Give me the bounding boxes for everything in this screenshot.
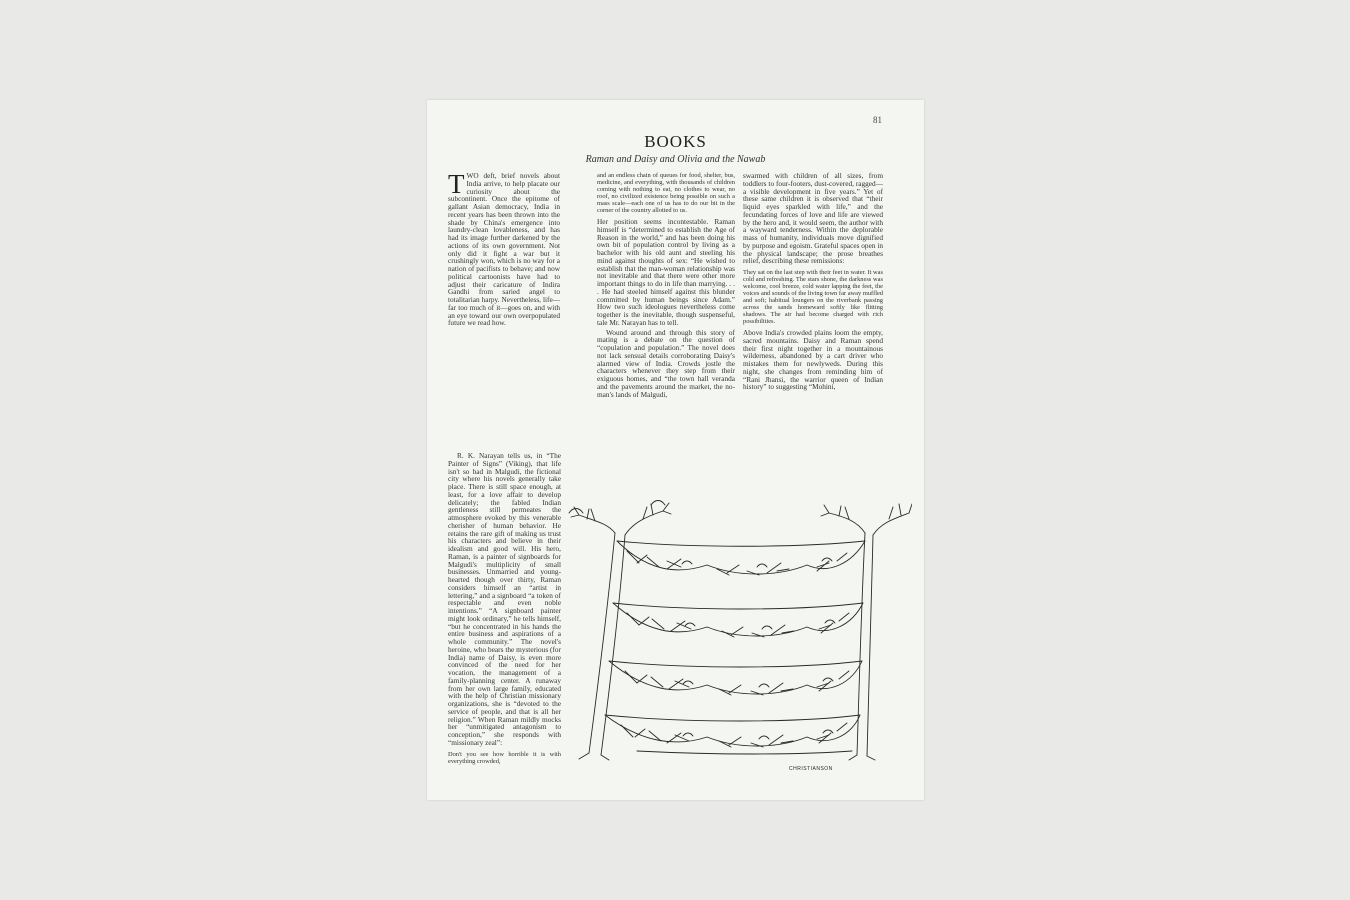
article-column-1-lower bbox=[448, 452, 561, 773]
article-paragraph: TWO deft, brief novels about India arrive, to help placate our curiosity about the subcontinent. Once the epitome of gallant Asian democracy, India in recent years has been thrown into the shade by China's emergence into laundry-clean lovableness, and has had its image further darkened by the actions of its own government. Not only did it fight a war but it crushingly won, which is no way for a nation of pacifists to behave; and now political cartoonists have had to adjust their caricature of Indira Gandhi from saried angel to totalitarian harpy. Nevertheless, life—far too much of it—goes on, and with an eye toward our own overpopulated future we read how. bbox=[448, 172, 560, 328]
magazine-page bbox=[427, 100, 924, 800]
block-quote: Don't you see how horrible it is with everything crowded, bbox=[448, 750, 561, 765]
hammock-tier-1 bbox=[617, 541, 865, 575]
article-paragraph: Her position seems incontestable. Raman himself is “determined to establish the Age of Reason in the world,” and has been doing his own bit of population control by living as a bachelor with his old aunt and steeling his mind against thoughts of sex: “He wished to establish that the man-woman relationship was not inevitable and that there were other more important things to do in life than marrying. . . . He had steeled himself against this blunder committed by human beings since Adam.” How two such ideologues nevertheless come together is the inevitable, though suspenseful, tale Mr. Narayan has to tell. bbox=[597, 217, 735, 327]
page-number: 81 bbox=[873, 115, 882, 125]
article-paragraph: swarmed with children of all sizes, from toddlers to four-footers, dust-covered, ragged—a visible development in five years.” Yet of these same children it is observed that “their liquid eyes sparkled with life,” and the fecundating forces of love and life are viewed by the hero and, it would seem, the author with a wayward tenderness. Within the deplorable mass of humanity, individuals move dignified by purpose and egoism. Grateful spaces open in the physical landscape; the prose breathes relief, describing these remissions: bbox=[743, 172, 883, 266]
right-tree-drawing bbox=[821, 504, 912, 760]
article-paragraph: R. K. Narayan tells us, in “The Painter of Signs” (Viking), that life isn't so bad in Malgudi, the fictional city where his novels generally take place. There is still space enough, at least, for a love affair to develop delicately; the fabled Indian gentleness still permeates the atmosphere evoked by this venerable cherisher of human behavior. He retains the rare gift of making us trust his characters and believe in their idealism and good will. His hero, Raman, is a painter of signboards for Malgudi's multiplicity of small businesses. Unmarried and young-hearted though over thirty, Raman considers himself an “artist in lettering,” and a signboard “a token of respectable and even noble intentions.” “A signboard painter might look ordinary,” he tells himself, “but he concentrated in his hands the entire business and aspirations of a whole community.” The novel's heroine, who bears the mysterious (for India) name of Daisy, is even more convinced of the need for her vocation, the management of a family-planning center. A runaway from her own large family, educated with the help of Christian missionary organizations, she is “devoted to the service of people, and that is all her religion.” When Raman mildly mocks her “unmitigated antagonism to conception,” she responds with “missionary zeal”: bbox=[448, 452, 561, 747]
block-quote: They sat on the last step with their feet in water. It was cold and refreshing. The stars shone, the darkness was welcome, cool breeze, cold water lapping the feet, the voices and sounds of the living town far away muffled and soft; habitual loungers on the riverbank passing across the sands homeward softly like flitting shadows. The air had become charged with rich possibilities. bbox=[743, 269, 883, 325]
left-tree-drawing bbox=[569, 501, 671, 761]
article-paragraph: Above India's crowded plains loom the empty, sacred mountains. Daisy and Raman spend their first night together in a mountainous wilderness, abandoned by a cart driver who mistakes them for newlyweds. During this night, she changes from reminding him of “Rani Jhansi, the warrior queen of Indian history” to suggesting “Mohini, bbox=[743, 328, 883, 392]
article-column-1 bbox=[448, 172, 560, 447]
article-column-3 bbox=[743, 172, 883, 488]
section-title: BOOKS bbox=[644, 132, 707, 151]
drop-cap: T bbox=[448, 172, 465, 199]
article-paragraph: Wound around and through this story of mating is a debate on the question of “copulation and population.” The novel does not lack sensual details corroborating Daisy's alarmed view of India. Crowds jostle the characters whenever they step from their exiguous homes, and “the town hall veranda and the pavements around the market, the no-man's lands of Malgudi, bbox=[597, 327, 735, 399]
article-column-2 bbox=[597, 172, 735, 488]
cartoonist-signature: CHRISTIANSON bbox=[789, 766, 833, 772]
ground-line bbox=[637, 751, 852, 754]
hammock-tier-2 bbox=[613, 603, 863, 637]
hammock-tier-3 bbox=[609, 661, 862, 695]
article-subtitle: Raman and Daisy and Olivia and the Nawab bbox=[585, 154, 766, 165]
block-quote-continued: and an endless chain of queues for food, shelter, bus, medicine, and everything, with thousands of children coming with nothing to eat, no clothes to wear, no roof, no civilized existence being possible on such a mass scale—each one of us has to do our bit in the corner of the country allotted to us. bbox=[597, 172, 735, 214]
hammock-cartoon-illustration bbox=[567, 493, 912, 778]
hammock-tier-4 bbox=[605, 715, 860, 747]
